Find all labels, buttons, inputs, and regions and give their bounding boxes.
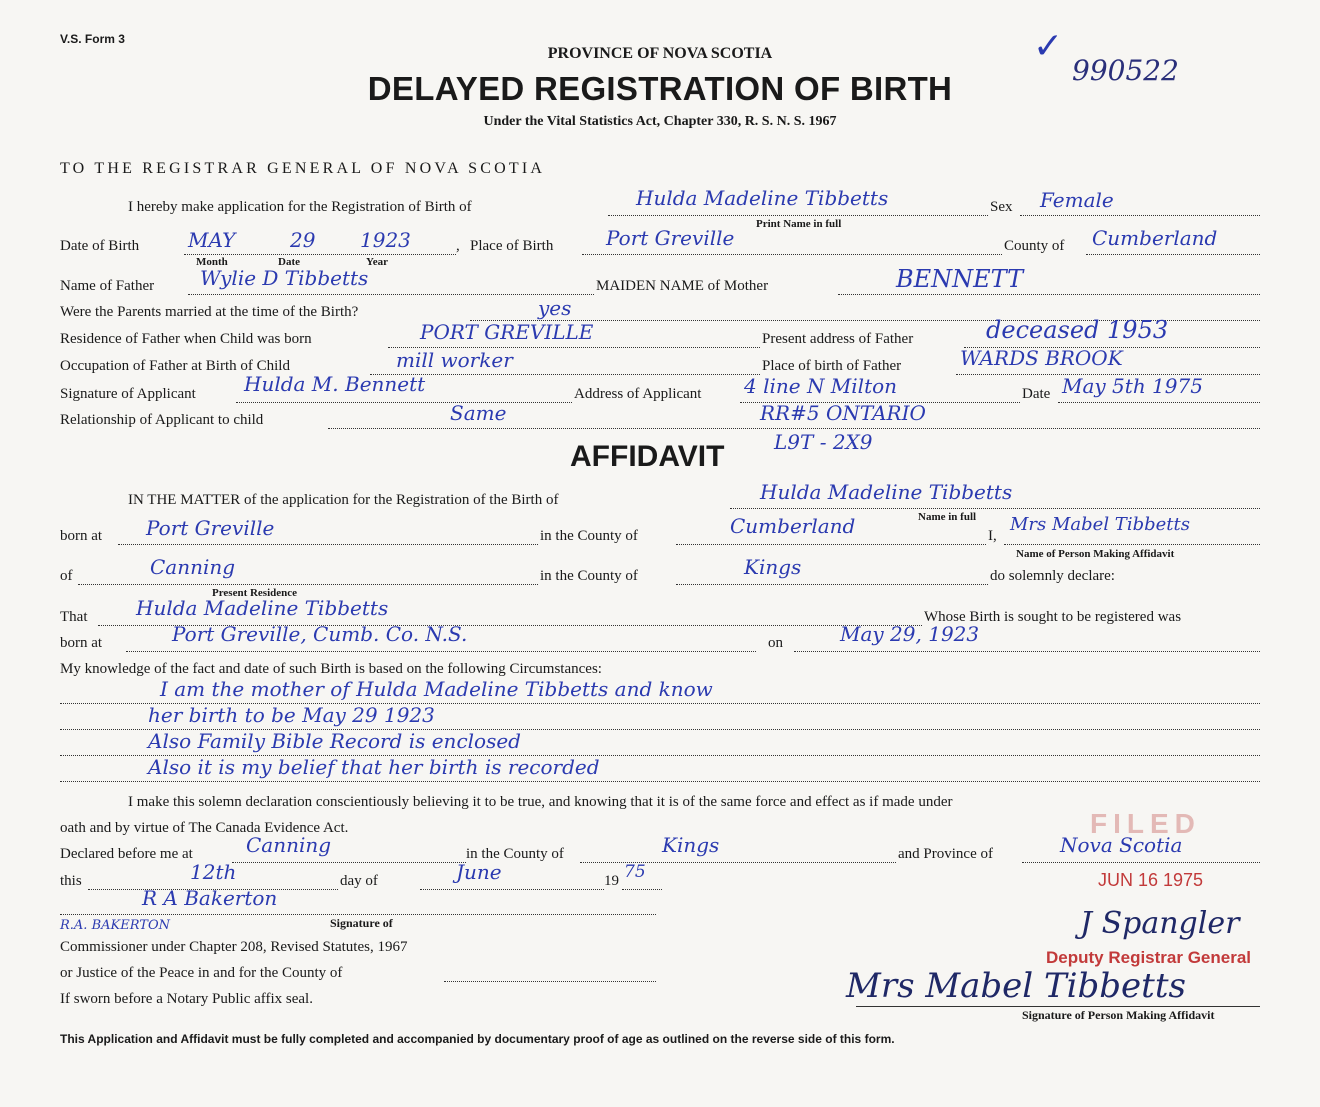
circumstance-line-1: I am the mother of Hulda Madeline Tibbetts and know bbox=[160, 677, 713, 701]
born-at-value: Port Greville bbox=[146, 516, 275, 540]
present-addr-value: deceased 1953 bbox=[986, 316, 1169, 344]
commissioner-name-value: R.A. BAKERTON bbox=[60, 918, 170, 933]
father-pob-value: WARDS BROOK bbox=[960, 346, 1123, 370]
declared-label: Declared before me at bbox=[60, 846, 193, 862]
in-county-label: in the County of bbox=[540, 528, 638, 544]
declare-label: do solemnly declare: bbox=[990, 568, 1115, 584]
filed-stamp: FILED bbox=[1090, 808, 1201, 839]
act-subtitle: Under the Vital Statistics Act, Chapter 330, R. S. N. S. 1967 bbox=[483, 114, 837, 129]
married-label: Were the Parents married at the time of the Birth? bbox=[60, 304, 359, 320]
affidavit-heading: AFFIDAVIT bbox=[570, 440, 725, 473]
circumstance-line-3: Also Family Bible Record is enclosed bbox=[148, 729, 521, 753]
applicant-addr-line1: 4 line N Milton bbox=[744, 374, 898, 398]
declared-county-label: in the County of bbox=[466, 846, 564, 862]
dob-year-value: 1923 bbox=[360, 228, 411, 252]
applicant-addr-line2: RR#5 ONTARIO bbox=[760, 401, 926, 425]
occupation-label: Occupation of Father at Birth of Child bbox=[60, 358, 290, 374]
application-date-value: May 5th 1975 bbox=[1062, 374, 1203, 398]
declared-at-value: Canning bbox=[246, 833, 332, 857]
justice-label: or Justice of the Peace in and for the County of bbox=[60, 965, 343, 981]
deputy-registrar-stamp: Deputy Registrar General bbox=[1046, 948, 1252, 967]
relationship-value: Same bbox=[450, 401, 507, 425]
present-addr-label: Present address of Father bbox=[762, 331, 914, 347]
registrar-signature: J Spangler bbox=[1080, 906, 1240, 941]
on-date-value: May 29, 1923 bbox=[840, 622, 980, 646]
declared-county-value: Kings bbox=[662, 833, 720, 857]
year-prefix: 19 bbox=[604, 873, 619, 889]
checkmark-icon: ✓ bbox=[1033, 26, 1064, 67]
form-number: V.S. Form 3 bbox=[60, 32, 125, 46]
i-label: I, bbox=[988, 528, 997, 544]
province-label: and Province of bbox=[898, 846, 993, 862]
day-of-label: day of bbox=[340, 873, 378, 889]
commissioner-label: Commissioner under Chapter 208, Revised Statutes, 1967 bbox=[60, 939, 408, 955]
pob-label: Place of Birth bbox=[470, 238, 554, 254]
applicant-addr-line3: L9T - 2X9 bbox=[774, 430, 873, 454]
dob-month-value: MAY bbox=[188, 228, 236, 252]
that-name-value: Hulda Madeline Tibbetts bbox=[136, 596, 389, 620]
filed-date-stamp: JUN 16 1975 bbox=[1098, 870, 1204, 890]
affiant-county-value: Kings bbox=[744, 555, 802, 579]
father-pob-label: Place of birth of Father bbox=[762, 358, 902, 374]
this-label: this bbox=[60, 873, 82, 889]
born-at-label: born at bbox=[60, 528, 103, 544]
affiant-name-sublabel: Name of Person Making Affidavit bbox=[1016, 548, 1175, 560]
whose-label: Whose Birth is sought to be registered was bbox=[924, 609, 1182, 625]
date-label: Date bbox=[1022, 386, 1051, 402]
affiant-signature: Mrs Mabel Tibbetts bbox=[846, 966, 1186, 1006]
solemn-line-1: I make this solemn declaration conscientiously believing it to be true, and knowing that it is of the same force and effect as if made under bbox=[128, 794, 953, 810]
province-value: Nova Scotia bbox=[1060, 833, 1183, 857]
circumstance-line-2: her birth to be May 29 1923 bbox=[148, 703, 435, 727]
born-at-label-2: born at bbox=[60, 635, 103, 651]
county-label: County of bbox=[1004, 238, 1065, 254]
father-label: Name of Father bbox=[60, 278, 155, 294]
print-name-sublabel: Print Name in full bbox=[756, 218, 842, 230]
mother-value: BENNETT bbox=[896, 265, 1024, 293]
father-value: Wylie D Tibbetts bbox=[200, 266, 369, 290]
date-sublabel: Date bbox=[278, 256, 300, 268]
sex-label: Sex bbox=[990, 199, 1013, 215]
dob-label: Date of Birth bbox=[60, 238, 140, 254]
solemn-line-2: oath and by virtue of The Canada Evidence Act. bbox=[60, 820, 349, 836]
signature-of-label: Signature of bbox=[330, 916, 393, 930]
province-heading: PROVINCE OF NOVA SCOTIA bbox=[547, 45, 773, 62]
pob-value: Port Greville bbox=[606, 226, 735, 250]
present-residence-sublabel: Present Residence bbox=[212, 587, 298, 599]
res-father-label: Residence of Father when Child was born bbox=[60, 331, 312, 347]
year-sublabel: Year bbox=[366, 256, 388, 268]
county-value: Cumberland bbox=[1092, 226, 1218, 250]
addressee-line: TO THE REGISTRAR GENERAL OF NOVA SCOTIA bbox=[60, 160, 546, 177]
affiant-name-value: Mrs Mabel Tibbetts bbox=[1010, 514, 1190, 535]
applicant-signature: Hulda M. Bennett bbox=[244, 372, 426, 396]
sig-applicant-label: Signature of Applicant bbox=[60, 386, 196, 402]
res-father-value: PORT GREVILLE bbox=[420, 320, 594, 344]
occupation-value: mill worker bbox=[396, 348, 513, 372]
form-title: DELAYED REGISTRATION OF BIRTH bbox=[367, 70, 953, 107]
on-label: on bbox=[768, 635, 783, 651]
residence-value: Canning bbox=[150, 555, 236, 579]
name-in-full-sublabel: Name in full bbox=[918, 511, 977, 523]
month-sublabel: Month bbox=[196, 256, 228, 268]
file-number: 990522 bbox=[1072, 54, 1179, 87]
application-intro-label: I hereby make application for the Registration of Birth of bbox=[128, 199, 472, 215]
affidavit-county-value: Cumberland bbox=[730, 514, 856, 538]
this-day-value: 12th bbox=[190, 860, 237, 884]
affiant-signature-sublabel: Signature of Person Making Affidavit bbox=[1022, 1008, 1215, 1022]
child-name-value: Hulda Madeline Tibbetts bbox=[636, 186, 889, 210]
dob-date-value: 29 bbox=[290, 228, 316, 252]
in-county-label-2: in the County of bbox=[540, 568, 638, 584]
knowledge-label: My knowledge of the fact and date of such Birth is based on the following Circumstances: bbox=[60, 661, 602, 677]
circumstance-line-4: Also it is my belief that her birth is recorded bbox=[148, 755, 600, 779]
year-suffix-value: 75 bbox=[624, 862, 646, 882]
matter-label: IN THE MATTER of the application for the Registration of the Birth of bbox=[128, 492, 559, 508]
footer-instructions: This Application and Affidavit must be fully completed and accompanied by documentary proof of age as outlined on the reverse side of this form. bbox=[60, 1032, 895, 1046]
sex-value: Female bbox=[1040, 188, 1114, 212]
relationship-label: Relationship of Applicant to child bbox=[60, 412, 264, 428]
pob-comma: , bbox=[456, 238, 460, 254]
notary-label: If sworn before a Notary Public affix seal. bbox=[60, 991, 313, 1007]
that-label: That bbox=[60, 609, 88, 625]
of-label: of bbox=[60, 568, 73, 584]
mother-label: MAIDEN NAME of Mother bbox=[596, 278, 769, 294]
month-value: June bbox=[456, 860, 502, 884]
addr-applicant-label: Address of Applicant bbox=[574, 386, 702, 402]
married-value: yes bbox=[538, 296, 572, 320]
born-at-value-2: Port Greville, Cumb. Co. N.S. bbox=[172, 622, 468, 646]
commissioner-signature: R A Bakerton bbox=[142, 886, 278, 910]
matter-name-value: Hulda Madeline Tibbetts bbox=[760, 480, 1013, 504]
